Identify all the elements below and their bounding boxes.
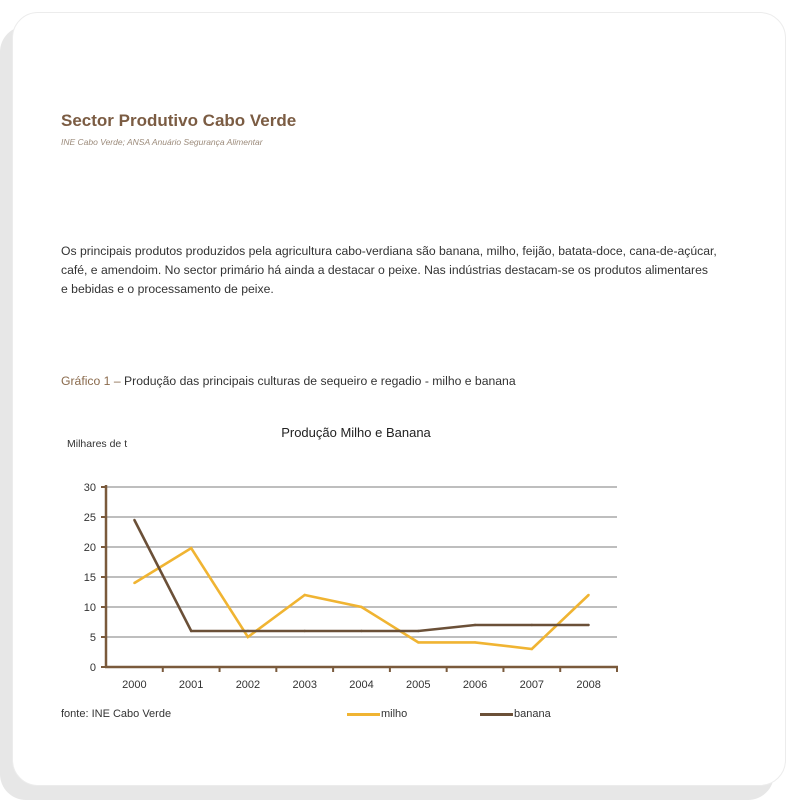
y-tick-label: 30 bbox=[83, 482, 96, 494]
y-tick-label: 20 bbox=[83, 542, 96, 554]
legend-label-banana: banana bbox=[514, 708, 551, 720]
data-point-banana bbox=[304, 630, 306, 632]
intro-line: e bebidas e o processamento de peixe. bbox=[61, 282, 274, 296]
data-point-banana bbox=[133, 519, 135, 521]
intro-paragraph bbox=[61, 242, 717, 299]
data-point-milho bbox=[587, 594, 589, 596]
data-point-banana bbox=[247, 630, 249, 632]
data-point-banana bbox=[531, 624, 533, 626]
legend-item-milho bbox=[347, 707, 407, 721]
x-tick-label: 2002 bbox=[235, 679, 261, 691]
chart-source: fonte: INE Cabo Verde bbox=[61, 708, 172, 720]
page-title: Sector Produtivo Cabo Verde bbox=[61, 111, 297, 130]
data-point-banana bbox=[190, 630, 192, 632]
data-point-milho bbox=[531, 648, 533, 650]
data-point-milho bbox=[474, 641, 476, 643]
line-chart bbox=[60, 470, 630, 700]
x-tick-label: 2000 bbox=[122, 679, 147, 691]
data-point-milho bbox=[247, 636, 249, 638]
data-point-milho bbox=[417, 641, 419, 643]
x-tick-label: 2008 bbox=[576, 679, 601, 691]
x-tick-label: 2007 bbox=[519, 679, 545, 691]
y-axis-label: Milhares de t bbox=[67, 438, 128, 450]
legend-item-banana bbox=[480, 707, 551, 721]
data-point-banana bbox=[417, 630, 419, 632]
y-tick-label: 10 bbox=[83, 602, 96, 614]
x-tick-label: 2004 bbox=[349, 679, 374, 691]
data-point-milho bbox=[304, 594, 306, 596]
page-subtitle: INE Cabo Verde; ANSA Anuário Segurança Alimentar bbox=[61, 137, 263, 147]
y-tick-label: 25 bbox=[83, 512, 96, 524]
figure-caption-text: Produção das principais culturas de sequeiro e regadio - milho e banana bbox=[120, 374, 516, 388]
figure-caption bbox=[61, 372, 516, 391]
series-line-banana bbox=[134, 520, 588, 631]
x-tick-label: 2003 bbox=[292, 679, 317, 691]
x-tick-label: 2006 bbox=[462, 679, 488, 691]
y-tick-label: 5 bbox=[89, 632, 96, 644]
data-point-banana bbox=[474, 624, 476, 626]
legend-swatch-banana bbox=[480, 713, 513, 716]
legend-swatch-milho bbox=[347, 713, 380, 716]
data-point-milho bbox=[360, 606, 362, 608]
y-tick-label: 0 bbox=[89, 662, 96, 674]
y-tick-label: 15 bbox=[83, 572, 96, 584]
chart-title: Produção Milho e Banana bbox=[281, 425, 431, 440]
intro-line: Os principais produtos produzidos pela agricultura cabo-verdiana são banana, milho, feijão, batata-doce, cana-de-açúcar, bbox=[61, 244, 717, 258]
data-point-milho bbox=[190, 547, 192, 549]
x-tick-label: 2005 bbox=[406, 679, 431, 691]
series-line-milho bbox=[134, 548, 588, 649]
data-point-banana bbox=[587, 624, 589, 626]
legend-label-milho: milho bbox=[381, 708, 408, 720]
data-point-milho bbox=[133, 582, 135, 584]
figure-label: Gráfico 1 – bbox=[61, 374, 121, 388]
intro-line: café, e amendoim. No sector primário há ainda a destacar o peixe. Nas indústrias destacam-se os produtos alimentares bbox=[61, 263, 708, 277]
data-point-banana bbox=[360, 630, 362, 632]
x-tick-label: 2001 bbox=[178, 679, 204, 691]
